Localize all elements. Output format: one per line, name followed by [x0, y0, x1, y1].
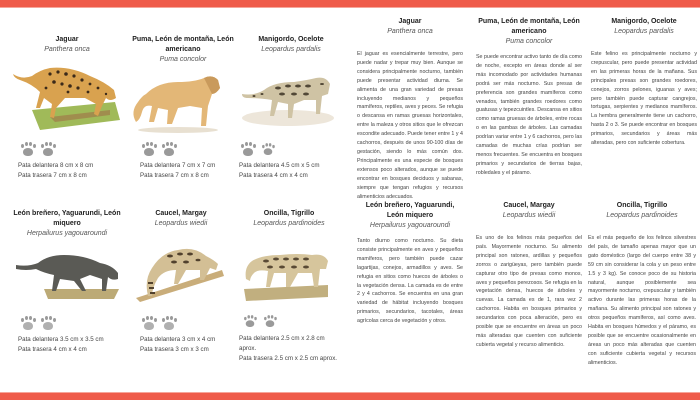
margay-illustration	[134, 240, 226, 302]
jaguarundi-illustration	[14, 245, 122, 301]
species-card-puma	[124, 35, 242, 65]
species-name: León breñero, Yaguarundi, León miquero	[13, 210, 121, 227]
front-paw-size: Pata delantera 8 cm x 8 cm	[18, 162, 94, 169]
species-scientific-name: Leopardus wiedii	[154, 220, 208, 227]
front-paw-size: Pata delantera 3.5 cm x 3.5 cm	[18, 336, 104, 343]
hind-paw-size: Pata trasera 4 cm x 4 cm	[239, 172, 308, 179]
paw-prints-puma	[141, 142, 177, 157]
paw-measurements	[239, 161, 349, 181]
species-name: Caucel, Margay	[155, 210, 207, 217]
species-description: Es el más pequeño de los felinos silvestres del país, de tamaño apenas mayor que un gato doméstico (largo del cuerpo entre 38 y 59 cm sin considerar la cola y un peso entre 1.5 y 3 kg). Se conoce poco de su historia natural, aunque posiblemente sea mayormente nocturno, crepuscular y también activo durante las primeras horas de la mañana. Su alimento principal son ratones y otros pequeños mamíferos, así como aves. Habita en bosques húmedos y el páramo, es posible que se encuentre ocasionalmente en áreas un poco más alteradas que cuenten con suficiente cubierta vegetal y recursos alimenticios.	[588, 235, 696, 366]
species-name: Puma, León de montaña, León americano	[478, 18, 580, 35]
description-jaguarundi	[357, 201, 463, 326]
front-paw-print-icon	[20, 316, 36, 331]
hind-paw-size: Pata trasera 3 cm x 3 cm	[140, 346, 209, 353]
species-name: Jaguar	[398, 18, 422, 25]
species-name: Manigordo, Ocelote	[611, 18, 677, 25]
species-scientific-name: Herpailurus yagouaroundi	[369, 222, 451, 229]
hind-paw-print-icon	[261, 143, 275, 156]
paw-measurements	[140, 335, 250, 355]
hind-paw-print-icon	[263, 315, 277, 328]
description-jaguar	[357, 17, 463, 201]
species-description: El jaguar es esencialmente terrestre, pero puede nadar y trepar muy bien. Aunque se considera principalmente nocturno, también puede presentar actividad diurna. Se alimenta de una gran variedad de presas incluyendo medianos y pequeños mamíferos, reptiles, aves y peces. Se refugia o descansa en ramas gruesas horizontales, entre la maleza y otros sitios que le ofrezcan escondite adecuado. Puede tener entre 1 y 4 cachorros, después de unos 90-100 días de gestación, siendo lo más común dos. Principalmente es una especie de bosques extensos poco alterados, aunque se puede encontrar en bosques deciduos y sabanas, siempre que tengan refugios y recursos alimenticios adecuados.	[357, 51, 463, 200]
species-name: Manigordo, Ocelote	[258, 36, 324, 43]
species-card-jaguar	[8, 35, 126, 55]
front-paw-size: Pata delantera 7 cm x 7 cm	[140, 162, 216, 169]
description-oncilla	[588, 201, 696, 368]
species-scientific-name: Puma concolor	[159, 56, 207, 63]
hind-paw-size: Pata trasera 7 cm x 8 cm	[18, 172, 87, 179]
hind-paw-size: Pata trasera 2.5 cm x 2.5 cm aprox.	[239, 355, 338, 362]
species-name: Caucel, Margay	[503, 202, 555, 209]
paw-prints-jaguarundi	[20, 316, 56, 331]
species-card-jaguarundi	[8, 209, 126, 239]
species-scientific-name: Leopardus pardinoides	[606, 212, 678, 219]
hind-paw-size: Pata trasera 4 cm x 4 cm	[18, 346, 87, 353]
paw-prints-ocelot	[240, 142, 276, 157]
paw-measurements	[239, 334, 339, 364]
species-scientific-name: Panthera onca	[44, 46, 90, 53]
species-name: Jaguar	[55, 36, 79, 43]
hind-paw-size: Pata trasera 7 cm x 8 cm	[140, 172, 209, 179]
species-scientific-name: Panthera onca	[387, 28, 433, 35]
bottom-accent-bar	[0, 392, 700, 400]
puma-illustration	[128, 72, 223, 134]
species-description: Tanto diurno como nocturno. Su dieta consiste principalmente en aves y pequeños mamíferos, pero también puede cazar lagartijas, conejos, armadillos y aves. Se refugia en sitios como huecos de árboles o la vegetación densa. La camada es de entre 2 y 4 cachorros. Se encuentra en una gran variedad de hábitat incluyendo bosques primarios, secundarios, tacotales, áreas agrícolas cerca de vegetación y otros.	[357, 238, 463, 325]
hind-paw-print-icon	[40, 142, 56, 157]
species-card-margay	[122, 209, 240, 229]
front-paw-size: Pata delantera 4.5 cm x 5 cm	[239, 162, 320, 169]
front-paw-print-icon	[243, 315, 257, 328]
paw-measurements	[18, 335, 128, 355]
paw-prints-oncilla	[242, 314, 278, 329]
hind-paw-print-icon	[40, 316, 56, 331]
paw-measurements	[140, 161, 250, 181]
species-name: Oncilla, Tigrillo	[263, 210, 315, 217]
species-scientific-name: Herpailurus yagouaroundi	[26, 230, 108, 237]
jaguar-illustration	[10, 62, 120, 130]
species-scientific-name: Leopardus pardinoides	[253, 220, 325, 227]
paw-prints-jaguar	[20, 142, 56, 157]
hind-paw-print-icon	[161, 316, 177, 331]
description-ocelot	[591, 17, 697, 148]
species-description: Es uno de los felinos más pequeños del país. Mayormente nocturno. Su alimento principal son ratones, ardillas y pequeños zorros o zarigüeyas, pero también puede capturar otro tipo de presas como monos, aves y pequeños perezosos. Se refugia en la vegetación densa, huecos de árboles y cuevas. La camada es de 1, rara vez 2 cachorros. Habita en bosques primarios y secundarios con poca alteración, pero es posible que se encuentre en áreas un poco más alteradas que cuenten con suficiente cubierta vegetal y recurso alimenticio.	[476, 235, 583, 348]
paw-prints-margay	[141, 316, 177, 331]
species-card-oncilla	[230, 209, 348, 229]
species-description: Se puede encontrar activo tanto de día como de noche, excepto en áreas donde al ser más incomodado por actividades humanas podrá ser más nocturno. Sus presas de preferencia son grandes mamíferos como venados, también grandes roedores como guatusas y tepezcuintles. Descansa en sitios como ramas gruesas de árboles, entre rocas o en las gambas de árboles. Las camadas podrían variar entre 1 y 6 cachorros, pero las camadas de muchas crías podrían ser menos frecuentes. Se encuentra en bosques primarios y secundarios de tierras bajas, robledales y el páramo.	[476, 54, 582, 176]
species-scientific-name: Leopardus wiedii	[502, 212, 556, 219]
species-card-ocelot	[232, 35, 350, 55]
species-name: León breñero, Yaguarundi, León miquero	[365, 202, 455, 219]
ocelot-illustration	[238, 70, 334, 132]
front-paw-print-icon	[141, 142, 157, 157]
front-paw-print-icon	[20, 142, 36, 157]
species-description: Este felino es principalmente nocturno y crepuscular, pero puede presentar actividad en las primeras horas de la mañana. Sus principales presas son grandes roedores, conejos, zorros pelones, iguanas y aves; pero también puede capturar cangrejos, tortugas, serpientes y medianos mamíferos. La hembra generalmente tiene un cachorro, hasta 2 o 3. Se puede encontrar en bosques primarios, secundarios y áreas más alteradas, pero con suficiente cobertura.	[591, 51, 697, 147]
description-margay	[476, 201, 582, 350]
top-accent-bar	[0, 0, 700, 8]
species-scientific-name: Puma concolor	[505, 38, 553, 45]
paw-measurements	[18, 161, 128, 181]
species-name: Oncilla, Tigrillo	[616, 202, 668, 209]
description-puma	[476, 17, 582, 178]
species-name: Puma, León de montaña, León americano	[132, 36, 234, 53]
front-paw-print-icon	[240, 142, 256, 157]
hind-paw-print-icon	[161, 142, 177, 157]
species-scientific-name: Leopardus pardalis	[261, 46, 321, 53]
front-paw-size: Pata delantera 2.5 cm x 2.8 cm aprox.	[239, 335, 325, 352]
species-scientific-name: Leopardus pardalis	[614, 28, 674, 35]
oncilla-illustration	[240, 245, 332, 303]
front-paw-size: Pata delantera 3 cm x 4 cm	[140, 336, 216, 343]
front-paw-print-icon	[141, 316, 157, 331]
